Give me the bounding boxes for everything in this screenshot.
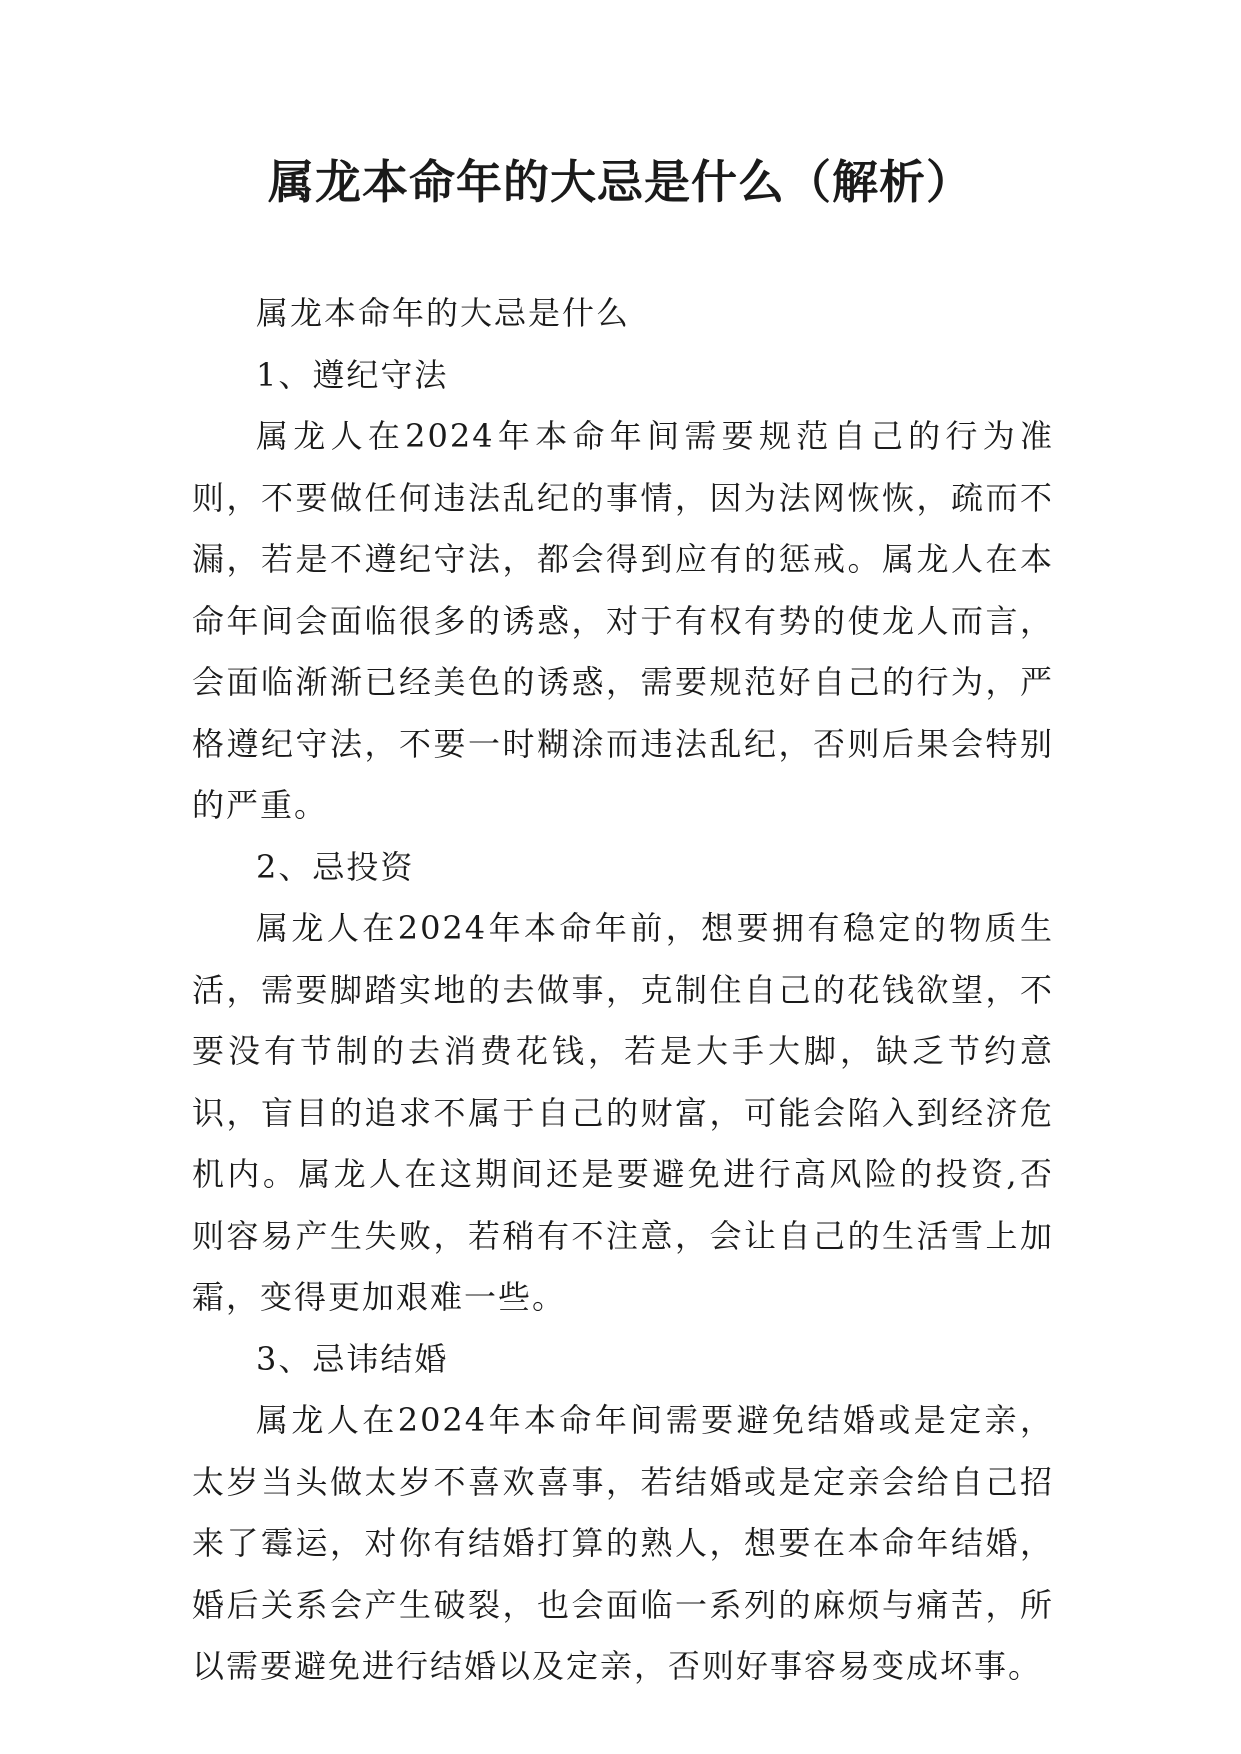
body-paragraph-3: 属龙人在2024年本命年间需要避免结婚或是定亲，太岁当头做太岁不喜欢喜事，若结婚或是定亲会给自己招来了霉运，对你有结婚打算的熟人，想要在本命年结婚，婚后关系会产生破裂，也会面临一系列的麻烦与痛苦，所以需要避免进行结婚以及定亲，否则好事容易变成坏事。	[192, 1401, 1054, 1685]
item-heading-3: 3、忌讳结婚	[256, 1339, 449, 1378]
item-heading-2: 2、忌投资	[256, 847, 415, 886]
document-body	[192, 283, 1054, 1698]
item-heading-1: 1、遵纪守法	[256, 355, 449, 394]
section-heading: 属龙本命年的大忌是什么	[256, 294, 631, 332]
body-paragraph-2: 属龙人在2024年本命年前，想要拥有稳定的物质生活，需要脚踏实地的去做事，克制住自己的花钱欲望，不要没有节制的去消费花钱，若是大手大脚，缺乏节约意识，盲目的追求不属于自己的财富，可能会陷入到经济危机内。属龙人在这期间还是要避免进行高风险的投资,否则容易产生失败，若稍有不注意，会让自己的生活雪上加霜，变得更加艰难一些。	[192, 909, 1054, 1316]
body-paragraph-1: 属龙人在2024年本命年间需要规范自己的行为准则，不要做任何违法乱纪的事情，因为法网恢恢，疏而不漏，若是不遵纪守法，都会得到应有的惩戒。属龙人在本命年间会面临很多的诱惑，对于有权有势的使龙人而言，会面临渐渐已经美色的诱惑，需要规范好自己的行为，严格遵纪守法，不要一时糊涂而违法乱纪，否则后果会特别的严重。	[192, 417, 1054, 824]
document-title: 属龙本命年的大忌是什么（解析）	[268, 155, 973, 209]
